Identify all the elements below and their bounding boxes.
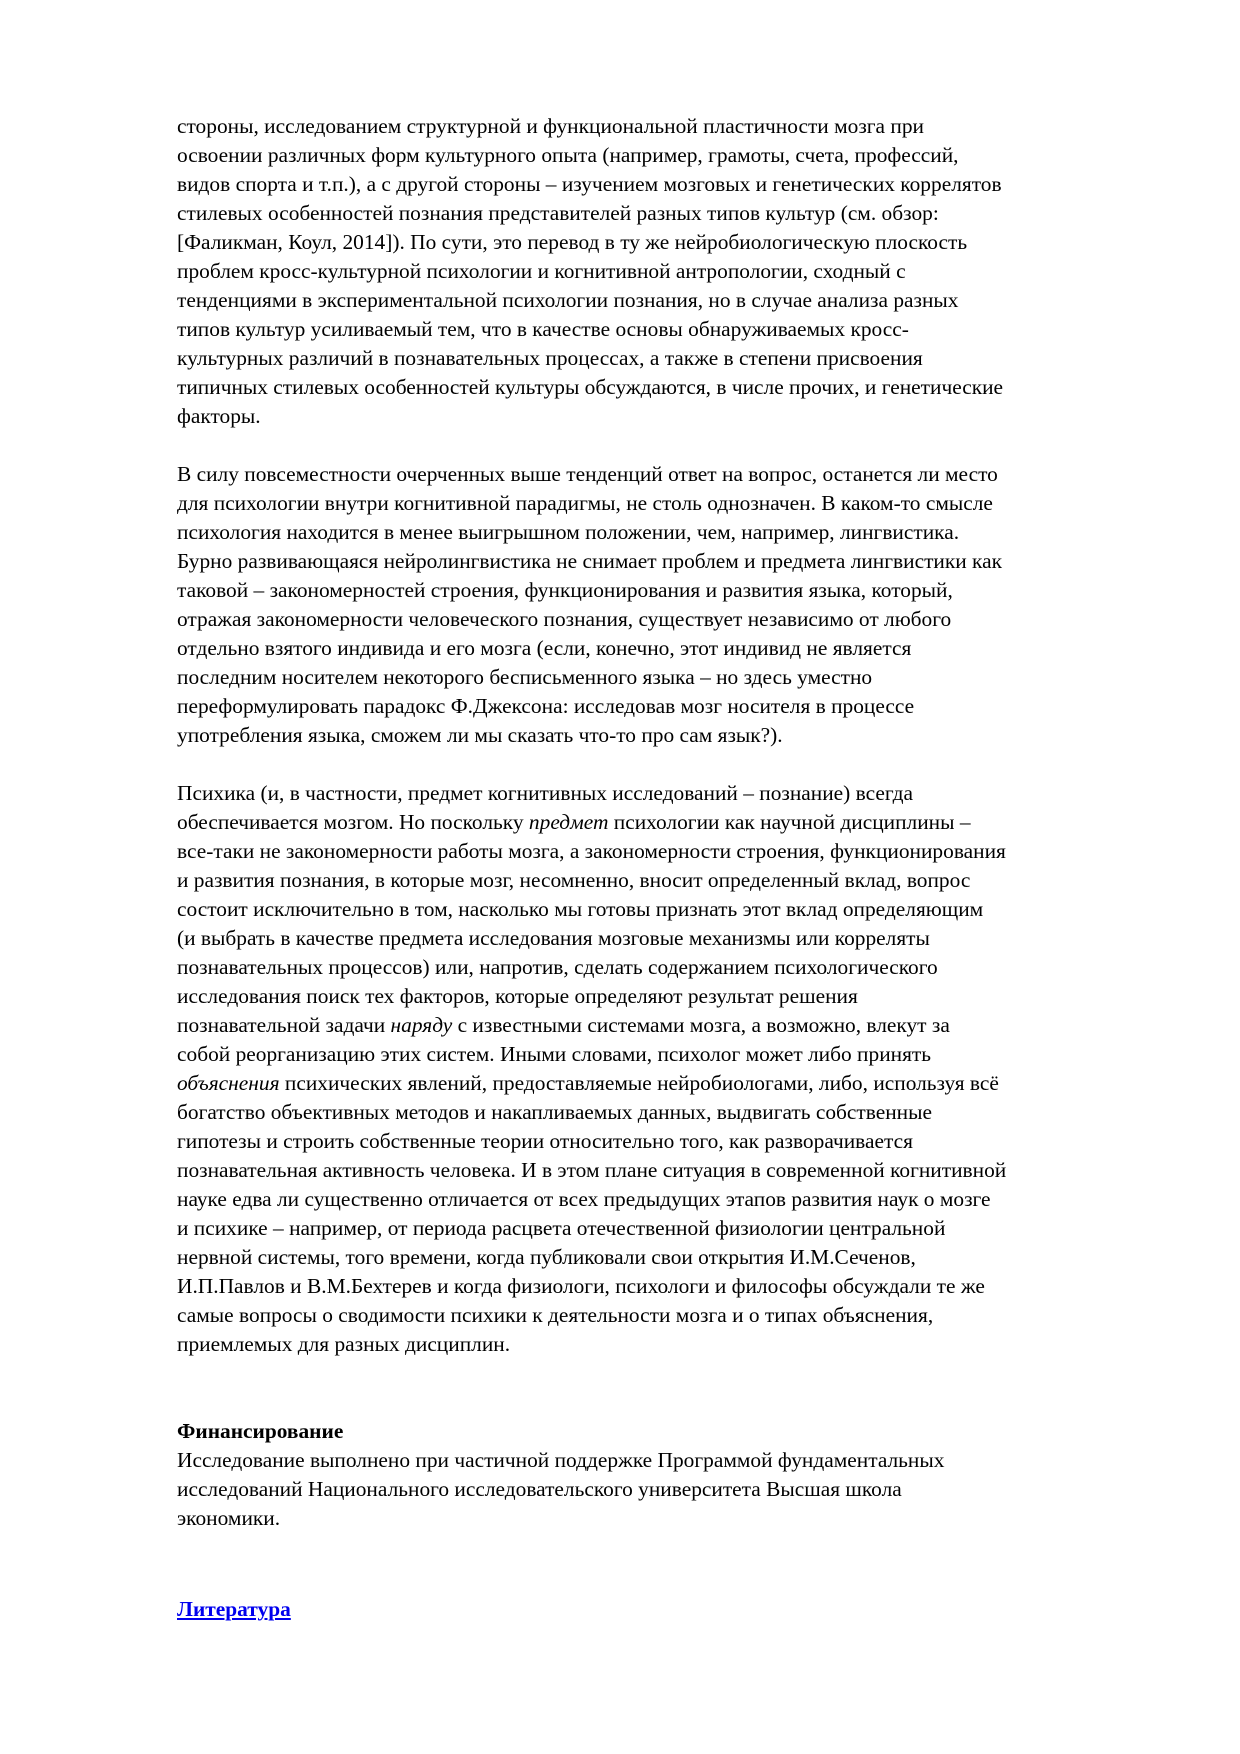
emphasis-predmet: предмет xyxy=(528,810,609,834)
text-line: отдельно взятого индивида и его мозга (если, конечно, этот индивид не является xyxy=(177,636,912,660)
references-link[interactable]: Литература xyxy=(177,1597,291,1621)
text-line: переформулировать парадокс Ф.Джексона: исследовав мозг носителя в процессе xyxy=(177,694,915,718)
text-line: все-таки не закономерности работы мозга, а закономерности строения, функционирования xyxy=(177,839,1006,863)
text-line: (и выбрать в качестве предмета исследования мозговые механизмы или корреляты xyxy=(177,926,930,950)
text-line: стороны, исследованием структурной и функциональной пластичности мозга при xyxy=(177,114,924,138)
text-line: обеспечивается мозгом. Но поскольку предмет психологии как научной дисциплины – xyxy=(177,810,971,834)
paragraph-spacer xyxy=(177,431,1177,460)
text-line: познавательной задачи наряду с известными системами мозга, а возможно, влекут за xyxy=(177,1013,950,1037)
funding-heading: Финансирование xyxy=(177,1419,344,1443)
text-line: богатство объективных методов и накапливаемых данных, выдвигать собственные xyxy=(177,1100,932,1124)
document-page xyxy=(177,112,1177,1624)
text-line: науке едва ли существенно отличается от всех предыдущих этапов развития наук о мозге xyxy=(177,1187,991,1211)
text-line: состоит исключительно в том, насколько мы готовы признать этот вклад определяющим xyxy=(177,897,984,921)
text-line: для психологии внутри когнитивной парадигмы, не столь однозначен. В каком-то смысле xyxy=(177,491,993,515)
text-line: и психике – например, от периода расцвета отечественной физиологии центральной xyxy=(177,1216,946,1240)
text-line: Психика (и, в частности, предмет когнитивных исследований – познание) всегда xyxy=(177,781,913,805)
text-line: употребления языка, сможем ли мы сказать что-то про сам язык?). xyxy=(177,723,783,747)
text-line: объяснения психических явлений, предоставляемые нейробиологами, либо, используя всё xyxy=(177,1071,999,1095)
text-line: И.П.Павлов и В.М.Бехтерев и когда физиологи, психологи и философы обсуждали те же xyxy=(177,1274,985,1298)
text-line: экономики. xyxy=(177,1506,281,1530)
text-line: типов культур усиливаемый тем, что в качестве основы обнаруживаемых кросс- xyxy=(177,317,909,341)
paragraph-3 xyxy=(177,779,1177,1359)
text-line: стилевых особенностей познания представителей разных типов культур (см. обзор: xyxy=(177,201,939,225)
paragraph-1 xyxy=(177,112,1177,431)
text-line: видов спорта и т.п.), а с другой стороны – изучением мозговых и генетических коррелятов xyxy=(177,172,1002,196)
text-line: познавательная активность человека. И в этом плане ситуация в современной когнитивной xyxy=(177,1158,1007,1182)
text-line: Бурно развивающаяся нейролингвистика не снимает проблем и предмета лингвистики как xyxy=(177,549,1003,573)
text-line: освоении различных форм культурного опыта (например, грамоты, счета, профессий, xyxy=(177,143,959,167)
text-line: нервной системы, того времени, когда публиковали свои открытия И.М.Сеченов, xyxy=(177,1245,916,1269)
text-line: самые вопросы о сводимости психики к деятельности мозга и о типах объяснения, xyxy=(177,1303,934,1327)
text-line: приемлемых для разных дисциплин. xyxy=(177,1332,511,1356)
text-line: исследования поиск тех факторов, которые определяют результат решения xyxy=(177,984,858,1008)
emphasis-naryadu: наряду xyxy=(390,1013,453,1037)
text-line: и развития познания, в которые мозг, несомненно, вносит определенный вклад, вопрос xyxy=(177,868,971,892)
paragraph-2 xyxy=(177,460,1177,750)
text-line: познавательных процессов) или, напротив, сделать содержанием психологического xyxy=(177,955,938,979)
text-line: факторы. xyxy=(177,404,261,428)
text-line: В силу повсеместности очерченных выше тенденций ответ на вопрос, останется ли место xyxy=(177,462,998,486)
text-line: гипотезы и строить собственные теории относительно того, как разворачивается xyxy=(177,1129,913,1153)
text-line: таковой – закономерностей строения, функционирования и развития языка, который, xyxy=(177,578,953,602)
section-spacer xyxy=(177,1533,1177,1595)
text-line: тенденциями в экспериментальной психологии познания, но в случае анализа разных xyxy=(177,288,959,312)
section-spacer xyxy=(177,1359,1177,1417)
text-line: последним носителем некоторого бесписьменного языка – но здесь уместно xyxy=(177,665,873,689)
text-line: собой реорганизацию этих систем. Иными словами, психолог может либо принять xyxy=(177,1042,932,1066)
text-line: отражая закономерности человеческого познания, существует независимо от любого xyxy=(177,607,952,631)
text-line: проблем кросс-культурной психологии и когнитивной антропологии, сходный с xyxy=(177,259,906,283)
text-line: типичных стилевых особенностей культуры обсуждаются, в числе прочих, и генетические xyxy=(177,375,1004,399)
text-line: Исследование выполнено при частичной поддержке Программой фундаментальных xyxy=(177,1448,945,1472)
text-line: [Фаликман, Коул, 2014]). По сути, это перевод в ту же нейробиологическую плоскость xyxy=(177,230,968,254)
funding-text xyxy=(177,1446,1177,1533)
text-line: психология находится в менее выигрышном положении, чем, например, лингвистика. xyxy=(177,520,960,544)
emphasis-obyasneniya: объяснения xyxy=(177,1071,280,1095)
text-line: культурных различий в познавательных процессах, а также в степени присвоения xyxy=(177,346,923,370)
paragraph-spacer xyxy=(177,750,1177,779)
funding-section xyxy=(177,1417,1177,1533)
text-line: исследований Национального исследовательского университета Высшая школа xyxy=(177,1477,902,1501)
